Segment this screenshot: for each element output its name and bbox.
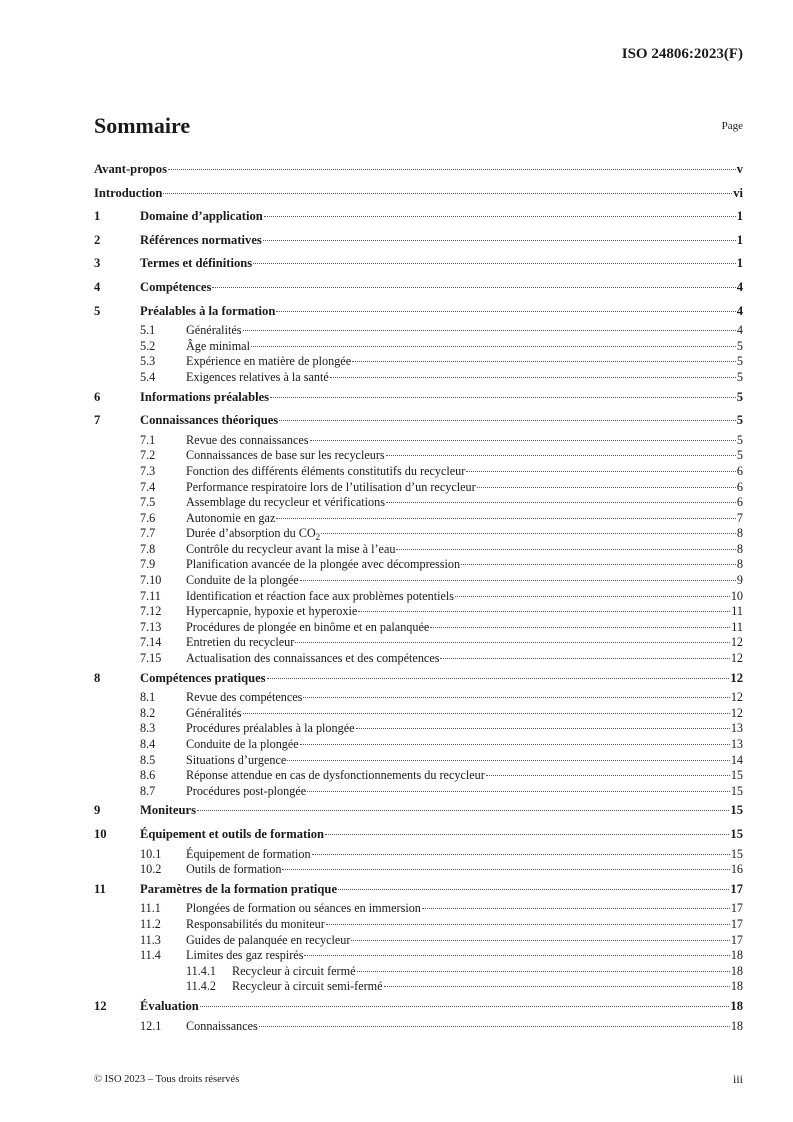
- toc-entry-title: [186, 620, 429, 636]
- toc-entry-page: 12: [730, 705, 743, 720]
- toc-entry-title-text: Références normatives: [140, 232, 262, 247]
- toc-entry-page: 13: [730, 737, 743, 751]
- toc-entry-title-text: Entretien du recycleur: [186, 635, 295, 650]
- toc-entry-number: 10: [94, 826, 107, 841]
- subscript: 2: [315, 532, 321, 543]
- toc-entry-page: 15: [730, 783, 743, 798]
- toc-entry-page: 10: [730, 588, 743, 603]
- toc-entry-page: 6: [736, 479, 743, 494]
- toc-entry[interactable]: [94, 448, 743, 464]
- toc-entry-title-text: Paramètres de la formation pratique: [140, 881, 338, 896]
- toc-entry-number: 8.4: [140, 737, 156, 751]
- toc-entry-number: 7.9: [140, 557, 156, 572]
- dot-leader: [338, 889, 729, 890]
- toc-entry-number: 8.3: [140, 721, 156, 736]
- toc-entry-page: 5: [736, 448, 743, 463]
- toc-entry-number: 8.2: [140, 705, 156, 720]
- toc-entry-title: [140, 799, 196, 823]
- toc-entry-title-text: Introduction: [94, 185, 163, 200]
- toc-entry[interactable]: [94, 737, 743, 753]
- toc-entry-title: [186, 495, 385, 511]
- toc-entry-title-text: Contrôle du recycleur avant la mise à l’eau: [186, 541, 396, 556]
- toc-entry-number: 5.3: [140, 354, 156, 369]
- toc-entry-number: 5.1: [140, 323, 156, 338]
- toc-entry-title-text: Durée d’absorption du CO: [186, 526, 316, 541]
- toc-entry-number: 6: [94, 389, 101, 404]
- toc-entry-title: [140, 205, 263, 229]
- toc-entry-page: 6: [736, 495, 743, 510]
- toc-entry[interactable]: [94, 768, 743, 784]
- toc-entry-title: [186, 573, 299, 589]
- toc-entry-number: 10.2: [140, 862, 162, 877]
- toc-entry[interactable]: [94, 300, 743, 324]
- toc-entry[interactable]: [94, 205, 743, 229]
- toc-entry-title: [232, 964, 356, 980]
- dot-leader: [310, 440, 736, 441]
- toc-entry[interactable]: [94, 323, 743, 339]
- toc-entry-title-text: Hypercapnie, hypoxie et hyperoxie: [186, 604, 358, 619]
- toc-entry-number: 7.13: [140, 619, 162, 634]
- dot-leader: [396, 549, 735, 550]
- toc-entry-title: [94, 158, 167, 182]
- toc-entry-page: 6: [736, 463, 743, 478]
- toc-entry-title: [186, 433, 309, 449]
- dot-leader: [197, 810, 729, 811]
- toc-entry-title: [140, 667, 266, 691]
- dot-leader: [307, 791, 730, 792]
- toc-entry-title-text: Recycleur à circuit fermé: [232, 963, 356, 978]
- toc-entry-title-text: Conduite de la plongée: [186, 737, 299, 751]
- dot-leader: [243, 330, 736, 331]
- toc-entry-page: 17: [730, 901, 743, 916]
- toc-entry-number: 8.7: [140, 783, 156, 798]
- toc-entry-page: 17: [730, 881, 743, 896]
- toc-entry-title-text: Outils de formation: [186, 862, 282, 877]
- toc-entry-number: 8.6: [140, 768, 156, 783]
- dot-leader: [357, 971, 730, 972]
- toc-entry[interactable]: [94, 878, 743, 902]
- toc-entry-number: 4: [94, 279, 101, 294]
- toc-entry-page: 4: [736, 323, 743, 338]
- toc-entry-page: 17: [730, 916, 743, 931]
- toc-entry[interactable]: [94, 573, 743, 589]
- toc-entry[interactable]: [94, 823, 743, 847]
- toc-entry-title: [140, 878, 337, 902]
- toc-entry[interactable]: [94, 526, 743, 542]
- toc-entry-title-text: Identification et réaction face aux problèmes potentiels: [186, 588, 455, 603]
- toc-entry-page: 12: [730, 690, 743, 705]
- toc-entry-page: 5: [736, 389, 743, 404]
- dot-leader: [455, 596, 730, 597]
- toc-entry-title-text: Procédures préalables à la plongée: [186, 721, 355, 736]
- toc-entry-title-text: Connaissances de base sur les recycleurs: [186, 448, 385, 463]
- toc-entry-number: 12: [94, 998, 107, 1013]
- dot-leader: [321, 533, 736, 534]
- toc-entry-page: 8: [736, 557, 743, 572]
- toc-entry[interactable]: [94, 252, 743, 276]
- page-title: Sommaire: [94, 113, 191, 138]
- dot-leader: [267, 678, 730, 679]
- toc-entry[interactable]: [94, 721, 743, 737]
- toc-entry-page: 14: [730, 752, 743, 767]
- toc-entry-title: [186, 604, 357, 620]
- dot-leader: [386, 455, 736, 456]
- toc-entry-title: [140, 823, 324, 847]
- toc-entry-title: [186, 480, 476, 496]
- toc-entry-page: 12: [730, 635, 743, 650]
- toc-entry[interactable]: [94, 620, 743, 636]
- toc-entry[interactable]: [94, 557, 743, 573]
- toc-entry-title: [140, 995, 199, 1019]
- toc-entry-title: [186, 464, 465, 480]
- dot-leader: [243, 713, 730, 714]
- toc-entry-page: 1: [736, 209, 743, 224]
- dot-leader: [276, 518, 736, 519]
- toc-entry[interactable]: [94, 706, 743, 722]
- toc-entry-page: 1: [736, 232, 743, 247]
- toc-entry[interactable]: [94, 635, 743, 651]
- toc-entry-number: 8.1: [140, 690, 156, 705]
- dot-leader: [163, 193, 732, 194]
- toc-entry-title-text: Domaine d’application: [140, 209, 263, 224]
- toc-entry[interactable]: [94, 495, 743, 511]
- toc-entry[interactable]: [94, 229, 743, 253]
- toc-entry-title-text: Actualisation des connaissances et des compétences: [186, 651, 440, 666]
- toc-entry-number: 11.2: [140, 916, 161, 931]
- toc-entry-title: [186, 557, 460, 573]
- toc-entry-title-text: Responsabilités du moniteur: [186, 916, 325, 931]
- toc-entry-number: 8.5: [140, 752, 156, 767]
- toc-entry-title-text: Connaissances théoriques: [140, 413, 279, 428]
- toc-entry-title: [186, 737, 299, 753]
- dot-leader: [486, 775, 730, 776]
- dot-leader: [325, 834, 729, 835]
- toc-entry-page: 5: [736, 354, 743, 369]
- toc-entry-title-text: Performance respiratoire lors de l’utilisation d’un recycleur: [186, 479, 476, 494]
- toc-entry-number: 11.1: [140, 901, 161, 916]
- toc-entry[interactable]: [94, 182, 743, 206]
- toc-entry[interactable]: [94, 964, 743, 980]
- toc-entry-title: [186, 1019, 258, 1035]
- toc-entry-title: [186, 589, 454, 605]
- toc-entry-title-text: Avant-propos: [94, 162, 168, 176]
- toc-entry-page: 9: [736, 573, 743, 588]
- toc-entry-title: [186, 784, 306, 800]
- toc-entry-page: 11: [731, 604, 743, 619]
- toc-entry-number: 5.4: [140, 369, 156, 384]
- toc-entry[interactable]: [94, 847, 743, 863]
- toc-entry-page: 1: [736, 256, 743, 271]
- toc-entry[interactable]: [94, 690, 743, 706]
- toc-entry-title-text: Expérience en matière de plongée: [186, 354, 352, 369]
- toc-entry[interactable]: [94, 753, 743, 769]
- toc-entry-title: [186, 448, 385, 464]
- toc-entry-number: 7.3: [140, 463, 156, 478]
- toc-entry-number: 12.1: [140, 1018, 162, 1033]
- toc-entry-title-text: Autonomie en gaz: [186, 510, 276, 525]
- toc-entry-title-text: Préalables à la formation: [140, 303, 276, 318]
- dot-leader: [330, 377, 736, 378]
- toc-entry[interactable]: [94, 979, 743, 995]
- dot-leader: [303, 697, 729, 698]
- toc-entry-page: 18: [730, 979, 743, 994]
- toc-entry-number: 11.3: [140, 932, 161, 947]
- dot-leader: [212, 287, 735, 288]
- toc-entry-page: 18: [730, 998, 743, 1013]
- toc-entry-number: 2: [94, 232, 101, 247]
- toc-entry-page: vi: [733, 185, 743, 200]
- dot-leader: [282, 869, 729, 870]
- toc-entry-title: [140, 252, 252, 276]
- dot-leader: [430, 627, 730, 628]
- toc-entry-number: 7.10: [140, 573, 162, 588]
- toc-entry-number: 11: [94, 881, 106, 896]
- dot-leader: [304, 955, 729, 956]
- toc-entry-title-text: Assemblage du recycleur et vérifications: [186, 495, 385, 510]
- toc-entry-page: 15: [730, 846, 743, 861]
- toc-entry-title: [140, 229, 262, 253]
- dot-leader: [264, 216, 736, 217]
- toc-entry-page: 13: [730, 721, 743, 736]
- dot-leader: [287, 760, 730, 761]
- toc-entry-title: [186, 370, 329, 386]
- toc-entry-title-text: Conduite de la plongée: [186, 573, 299, 588]
- toc-entry-page: 16: [730, 862, 743, 877]
- dot-leader: [358, 611, 730, 612]
- toc-entry[interactable]: [94, 933, 743, 949]
- toc-entry-number: 5.2: [140, 338, 156, 353]
- toc-entry-title: [186, 339, 250, 355]
- toc-entry-page: 15: [730, 826, 743, 841]
- toc-entry-number: 5: [94, 303, 101, 318]
- toc-entry-page: 15: [730, 803, 743, 818]
- toc-entry-title: [186, 933, 350, 949]
- toc-entry-title: [186, 753, 286, 769]
- toc-entry-title-text: Généralités: [186, 705, 242, 720]
- toc-entry-title: [186, 651, 439, 667]
- toc-entry-title-text: Évaluation: [140, 998, 199, 1013]
- toc-entry[interactable]: [94, 799, 743, 823]
- toc-entry-page: 5: [736, 369, 743, 384]
- dot-leader: [253, 263, 736, 264]
- toc-entry-page: 4: [736, 303, 743, 318]
- toc-entry-page: 15: [730, 768, 743, 783]
- toc-entry-title: [232, 979, 383, 995]
- dot-leader: [352, 361, 736, 362]
- toc-entry[interactable]: [94, 1019, 743, 1035]
- toc-entry-title-text: Exigences relatives à la santé: [186, 369, 329, 384]
- toc-entry-title-text: Compétences pratiques: [140, 670, 266, 685]
- dot-leader: [251, 346, 736, 347]
- toc-entry-page: 18: [730, 1018, 743, 1033]
- dot-leader: [477, 487, 736, 488]
- toc-entry-title: [186, 768, 485, 784]
- toc-entry-number: 7.6: [140, 510, 156, 525]
- toc-entry-title: [94, 182, 162, 206]
- toc-entry[interactable]: [94, 354, 743, 370]
- toc-entry[interactable]: [94, 386, 743, 410]
- toc-entry-title-text: Équipement et outils de formation: [140, 826, 325, 841]
- dot-leader: [386, 502, 736, 503]
- toc-entry-title-text: Revue des connaissances: [186, 432, 309, 447]
- toc-entry[interactable]: [94, 339, 743, 355]
- toc-entry-title-text: Équipement de formation: [186, 846, 311, 861]
- dot-leader: [168, 169, 736, 170]
- toc-entry-title: [186, 862, 281, 878]
- dot-leader: [326, 924, 730, 925]
- table-of-contents: [94, 158, 743, 1034]
- toc-entry-title: [140, 386, 269, 410]
- toc-entry[interactable]: [94, 276, 743, 300]
- dot-leader: [351, 940, 729, 941]
- toc-entry-title-text: Plongées de formation ou séances en immersion: [186, 901, 421, 916]
- toc-entry[interactable]: [94, 158, 743, 182]
- toc-entry[interactable]: [94, 651, 743, 667]
- toc-entry[interactable]: [94, 784, 743, 800]
- toc-entry-title: [186, 354, 351, 370]
- dot-leader: [295, 642, 730, 643]
- toc-entry-title-text: Fonction des différents éléments constitutifs du recycleur: [186, 463, 466, 478]
- toc-entry-number: 9: [94, 803, 101, 818]
- toc-entry-title-text: Réponse attendue en cas de dysfonctionnements du recycleur: [186, 768, 485, 783]
- toc-entry[interactable]: [94, 433, 743, 449]
- toc-entry-title: [186, 323, 242, 339]
- dot-leader: [422, 908, 730, 909]
- toc-entry-title-text: Compétences: [140, 279, 212, 294]
- toc-entry-title: [186, 948, 303, 964]
- toc-entry-title-text: Moniteurs: [140, 803, 196, 818]
- dot-leader: [440, 658, 729, 659]
- toc-entry-page: 7: [736, 510, 743, 525]
- toc-entry-title: [140, 300, 275, 324]
- toc-entry-page: 8: [736, 541, 743, 556]
- footer-page-number: iii: [732, 1072, 743, 1086]
- dot-leader: [356, 728, 730, 729]
- toc-entry-number: 7.2: [140, 448, 156, 463]
- toc-entry-number: 10.1: [140, 846, 162, 861]
- toc-entry-title: [186, 706, 242, 722]
- toc-entry[interactable]: [94, 511, 743, 527]
- toc-entry-number: 7: [94, 413, 101, 428]
- toc-entry-title: [186, 635, 294, 651]
- toc-entry-page: 5: [736, 432, 743, 447]
- toc-entry-number: 7.8: [140, 541, 156, 556]
- toc-entry-title-text: Planification avancée de la plongée avec décompression: [186, 557, 461, 572]
- toc-entry[interactable]: [94, 409, 743, 433]
- toc-entry-page: 5: [736, 413, 743, 428]
- toc-entry-page: 12: [730, 670, 743, 685]
- dot-leader: [461, 564, 736, 565]
- toc-entry[interactable]: [94, 862, 743, 878]
- toc-entry[interactable]: [94, 948, 743, 964]
- toc-entry[interactable]: [94, 917, 743, 933]
- dot-leader: [312, 854, 730, 855]
- toc-entry[interactable]: [94, 667, 743, 691]
- toc-entry-title: [140, 276, 211, 300]
- toc-entry-title-text: Généralités: [186, 323, 242, 338]
- toc-entry-title: [186, 690, 302, 706]
- toc-entry-page: 17: [730, 932, 743, 947]
- dot-leader: [384, 986, 730, 987]
- dot-leader: [263, 240, 736, 241]
- toc-entry-title-text: Âge minimal: [186, 338, 250, 353]
- toc-entry-title: [186, 847, 311, 863]
- toc-entry-page: 11: [731, 619, 743, 634]
- toc-entry-number: 7.12: [140, 604, 162, 619]
- dot-leader: [300, 744, 730, 745]
- toc-entry-title-text: Revue des compétences: [186, 690, 303, 705]
- toc-entry-title: [186, 721, 355, 737]
- dot-leader: [200, 1006, 730, 1007]
- toc-entry[interactable]: [94, 901, 743, 917]
- dot-leader: [259, 1026, 730, 1027]
- toc-entry[interactable]: [94, 995, 743, 1019]
- toc-entry-page: 5: [736, 338, 743, 353]
- toc-entry-page: v: [736, 162, 743, 176]
- toc-entry-number: 7.7: [140, 526, 156, 541]
- toc-entry-page: 18: [730, 948, 743, 963]
- toc-entry-title: [186, 542, 395, 558]
- toc-entry-number: 7.5: [140, 495, 156, 510]
- toc-entry-number: 7.14: [140, 635, 162, 650]
- toc-entry-page: 18: [730, 963, 743, 978]
- toc-entry-title-text: Guides de palanquée en recycleur: [186, 932, 351, 947]
- toc-entry-title: [186, 901, 421, 917]
- toc-entry-title: [140, 409, 278, 433]
- footer-copyright: © ISO 2023 – Tous droits réservés: [94, 1074, 240, 1085]
- dot-leader: [270, 397, 736, 398]
- toc-entry-number: 7.1: [140, 432, 156, 447]
- toc-entry-number: 8: [94, 670, 101, 685]
- toc-entry-page: 8: [736, 526, 743, 541]
- document-reference: ISO 24806:2023(F): [621, 46, 743, 62]
- toc-entry-number: 7.15: [140, 651, 162, 666]
- toc-entry[interactable]: [94, 464, 743, 480]
- toc-entry-title-text: Situations d’urgence: [186, 752, 287, 767]
- dot-leader: [300, 580, 736, 581]
- toc-entry-number: 11.4.1: [186, 963, 217, 978]
- toc-entry-title-text: Termes et définitions: [140, 256, 253, 271]
- toc-entry-number: 7.4: [140, 479, 156, 494]
- toc-entry-number: 11.4.2: [186, 979, 217, 994]
- toc-entry[interactable]: [94, 370, 743, 386]
- toc-entry-title-text: Connaissances: [186, 1018, 258, 1033]
- toc-entry-title-text: Informations préalables: [140, 389, 270, 404]
- toc-entry-title-text: Procédures de plongée en binôme et en palanquée: [186, 619, 430, 634]
- toc-entry-number: 7.11: [140, 588, 161, 603]
- toc-entry-number: 1: [94, 209, 101, 224]
- dot-leader: [279, 420, 736, 421]
- dot-leader: [276, 311, 735, 312]
- toc-entry-title-text: Limites des gaz respirés: [186, 948, 304, 963]
- toc-entry-title-text: Procédures post-plongée: [186, 783, 307, 798]
- page-column-label: Page: [721, 120, 743, 132]
- toc-entry-number: 11.4: [140, 948, 161, 963]
- toc-entry-title-text: Recycleur à circuit semi-fermé: [232, 979, 383, 994]
- toc-entry[interactable]: [94, 604, 743, 620]
- dot-leader: [466, 471, 736, 472]
- toc-entry[interactable]: [94, 589, 743, 605]
- toc-entry-title: [186, 917, 325, 933]
- toc-entry-page: 4: [736, 279, 743, 294]
- toc-entry[interactable]: [94, 480, 743, 496]
- toc-entry-number: 3: [94, 256, 101, 271]
- toc-entry-page: 12: [730, 651, 743, 666]
- toc-entry-title: [186, 511, 275, 527]
- toc-entry[interactable]: [94, 542, 743, 558]
